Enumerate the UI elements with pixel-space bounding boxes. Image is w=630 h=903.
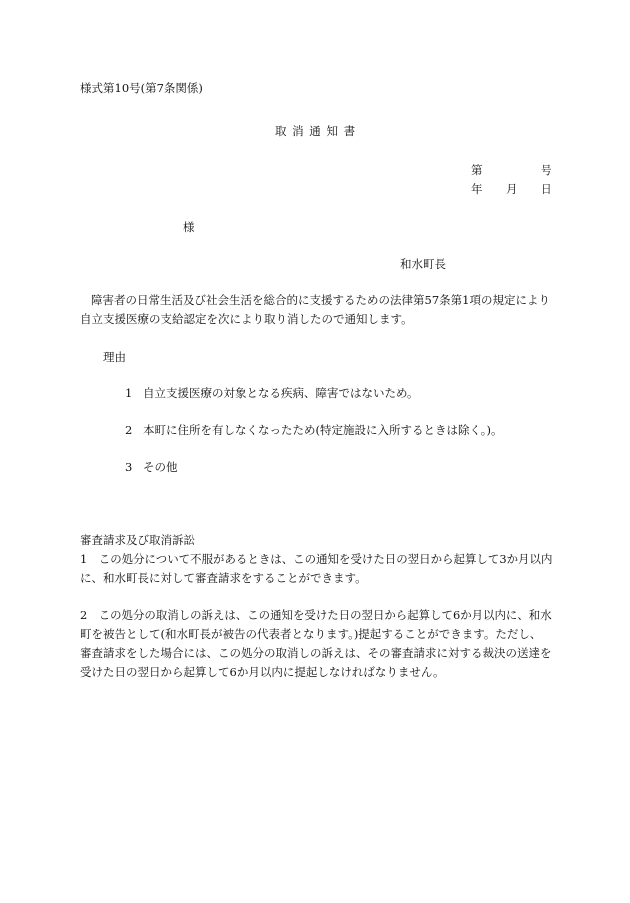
appeal-line: に、和水町長に対して審査請求をすることができます。 (80, 571, 367, 585)
appeal-line: 2 この処分の取消しの訴えは、この通知を受けた日の翌日から起算して6か月以内に、和水 (80, 608, 552, 622)
date-day: 日 (541, 182, 552, 196)
sender-name: 和水町長 (400, 257, 446, 271)
appeal-line: 1 この処分について不服があるときは、この通知を受けた日の翌日から起算して3か月以内 (80, 552, 553, 566)
body-line: 障害者の日常生活及び社会生活を総合的に支援するための法律第57条第1項の規定により (91, 293, 550, 307)
reason-text: その他 (143, 460, 178, 474)
reason-text: 本町に住所を有しなくなったため(特定施設に入所するときは除く。)。 (143, 423, 503, 437)
form-number: 様式第10号(第7条関係) (80, 81, 203, 95)
document-title: 取 消 通 知 書 (275, 124, 357, 138)
appeal-heading: 審査請求及び取消訴訟 (80, 533, 195, 547)
appeal-line: 審査請求をした場合には、この処分の取消しの訴えは、その審査請求に対する裁決の送達を (80, 646, 552, 660)
reason-text: 自立支援医療の対象となる疾病、障害ではないため。 (143, 386, 419, 400)
date-year: 年 (471, 182, 483, 196)
date-month: 月 (506, 182, 518, 196)
doc-number-prefix: 第 (471, 163, 483, 177)
body-line: 自立支援医療の支給認定を次により取り消したので通知します。 (80, 312, 413, 326)
addressee-honorific: 様 (183, 220, 195, 234)
reason-number: 2 (125, 423, 133, 437)
appeal-line: 受けた日の翌日から起算して6か月以内に提起しなければなりません。 (80, 665, 445, 679)
doc-number-suffix: 号 (541, 163, 552, 177)
reason-number: 1 (125, 386, 133, 400)
appeal-line: 町を被告として(和水町長が被告の代表者となります。)提起することができます。ただし、 (80, 627, 542, 641)
reason-number: 3 (125, 460, 133, 474)
reasons-heading: 理由 (103, 350, 126, 364)
